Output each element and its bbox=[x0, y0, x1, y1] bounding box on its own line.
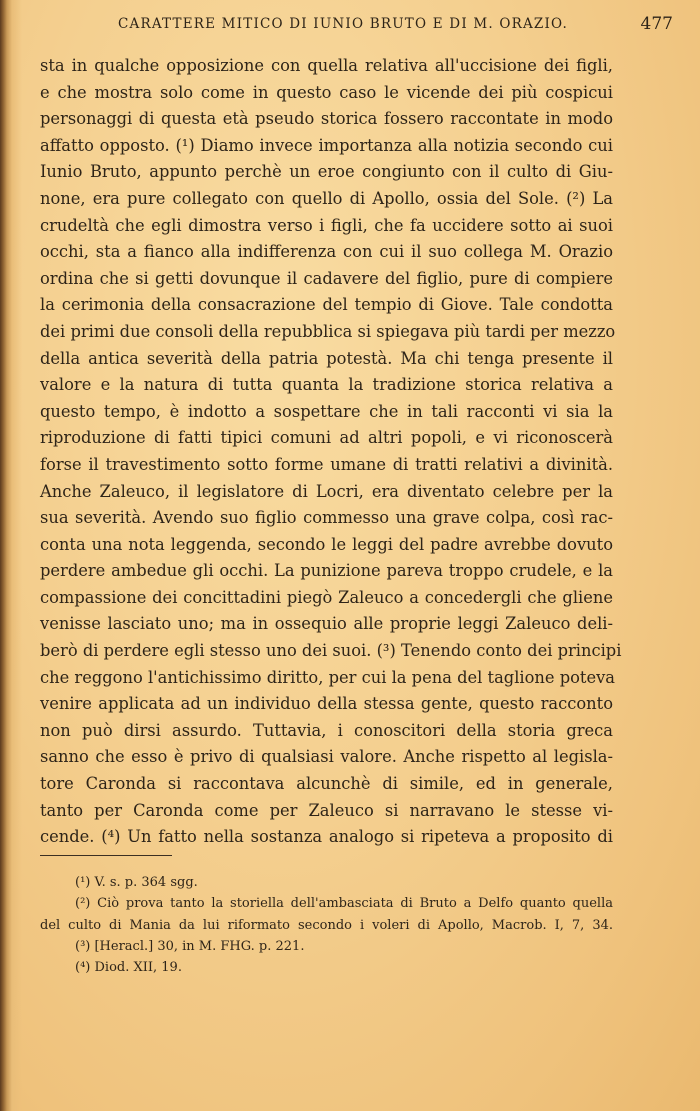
text-line: affatto opposto. (¹) Diamo invece importanza alla notizia secondo cui bbox=[40, 135, 613, 155]
text-line: Anche Zaleuco, il legislatore di Locri, era diventato celebre per la bbox=[40, 481, 613, 501]
text-line: perdere ambedue gli occhi. La punizione pareva troppo crudele, e la bbox=[40, 561, 613, 581]
text-line: cende. (⁴) Un fatto nella sostanza analogo si ripeteva a proposito di bbox=[40, 827, 613, 847]
text-line: valore e la natura di tutta quanta la tradizione storica relativa a bbox=[40, 375, 613, 395]
footnote: (⁴) Diod. XII, 19. bbox=[75, 960, 182, 976]
text-line: none, era pure collegato con quello di Apollo, ossia del Sole. (²) La bbox=[40, 188, 613, 208]
text-line: tanto per Caronda come per Zaleuco si narravano le stesse vi- bbox=[40, 800, 613, 820]
text-line: e che mostra solo come in questo caso le vicende dei più cospicui bbox=[40, 82, 613, 102]
text-line: forse il travestimento sotto forme umane di tratti relativi a divinità. bbox=[40, 454, 613, 474]
text-line: dei primi due consoli della repubblica si spiegava più tardi per mezzo bbox=[40, 321, 616, 341]
text-line: Iunio Bruto, appunto perchè un eroe congiunto con il culto di Giu- bbox=[40, 162, 613, 182]
footnote: (³) [Heracl.] 30, in M. FHG. p. 221. bbox=[75, 938, 305, 954]
text-line: questo tempo, è indotto a sospettare che in tali racconti vi sia la bbox=[40, 401, 613, 421]
text-line: la cerimonia della consacrazione del tempio di Giove. Tale condotta bbox=[40, 295, 613, 315]
body-text bbox=[40, 53, 622, 851]
text-line: sanno che esso è privo di qualsiasi valore. Anche rispetto al legisla- bbox=[40, 747, 613, 767]
text-line: sta in qualche opposizione con quella relativa all'uccisione dei figli, bbox=[40, 56, 613, 75]
page-header bbox=[40, 14, 673, 38]
footnotes bbox=[40, 872, 613, 978]
text-line: sua severità. Avendo suo figlio commesso una grave colpa, così rac- bbox=[40, 508, 613, 528]
text-line: non può dirsi assurdo. Tuttavia, i conoscitori della storia greca bbox=[40, 720, 613, 740]
text-line: che reggono l'antichissimo diritto, per cui la pena del taglione poteva bbox=[40, 667, 616, 687]
text-line: venire applicata ad un individuo della stessa gente, questo racconto bbox=[40, 694, 613, 714]
page-number: 477 bbox=[640, 14, 673, 34]
footnote-divider bbox=[40, 855, 172, 856]
text-line: compassione dei concittadini piegò Zaleuco a concedergli che gliene bbox=[40, 587, 613, 607]
footnote-continuation: del culto di Mania da lui riformato secondo i voleri di Apollo, Macrob. I, 7, 34. bbox=[40, 917, 613, 933]
text-line: ordina che si getti dovunque il cadavere del figlio, pure di compiere bbox=[40, 268, 613, 288]
footnote: (¹) V. s. p. 364 sgg. bbox=[75, 875, 198, 890]
text-line: della antica severità della patria potestà. Ma chi tenga presente il bbox=[40, 348, 613, 368]
text-line: crudeltà che egli dimostra verso i figli, che fa uccidere sotto ai suoi bbox=[40, 215, 613, 235]
text-line: occhi, sta a fianco alla indifferenza con cui il suo collega M. Orazio bbox=[40, 242, 613, 262]
text-line: personaggi di questa età pseudo storica fossero raccontate in modo bbox=[40, 109, 613, 129]
text-line: berò di perdere egli stesso uno dei suoi. (³) Tenendo conto dei principi bbox=[40, 641, 622, 661]
footnote: (²) Ciò prova tanto la storiella dell'ambasciata di Bruto a Delfo quanto quella bbox=[75, 896, 613, 912]
text-line: riproduzione di fatti tipici comuni ad altri popoli, e vi riconoscerà bbox=[40, 428, 613, 448]
text-line: tore Caronda si raccontava alcunchè di simile, ed in generale, bbox=[40, 774, 613, 794]
text-line: venisse lasciato uno; ma in ossequio alle proprie leggi Zaleuco deli- bbox=[40, 614, 613, 634]
running-head: CARATTERE MITICO DI IUNIO BRUTO E DI M. ORAZIO. bbox=[118, 16, 569, 32]
text-line: conta una nota leggenda, secondo le leggi del padre avrebbe dovuto bbox=[40, 534, 613, 554]
